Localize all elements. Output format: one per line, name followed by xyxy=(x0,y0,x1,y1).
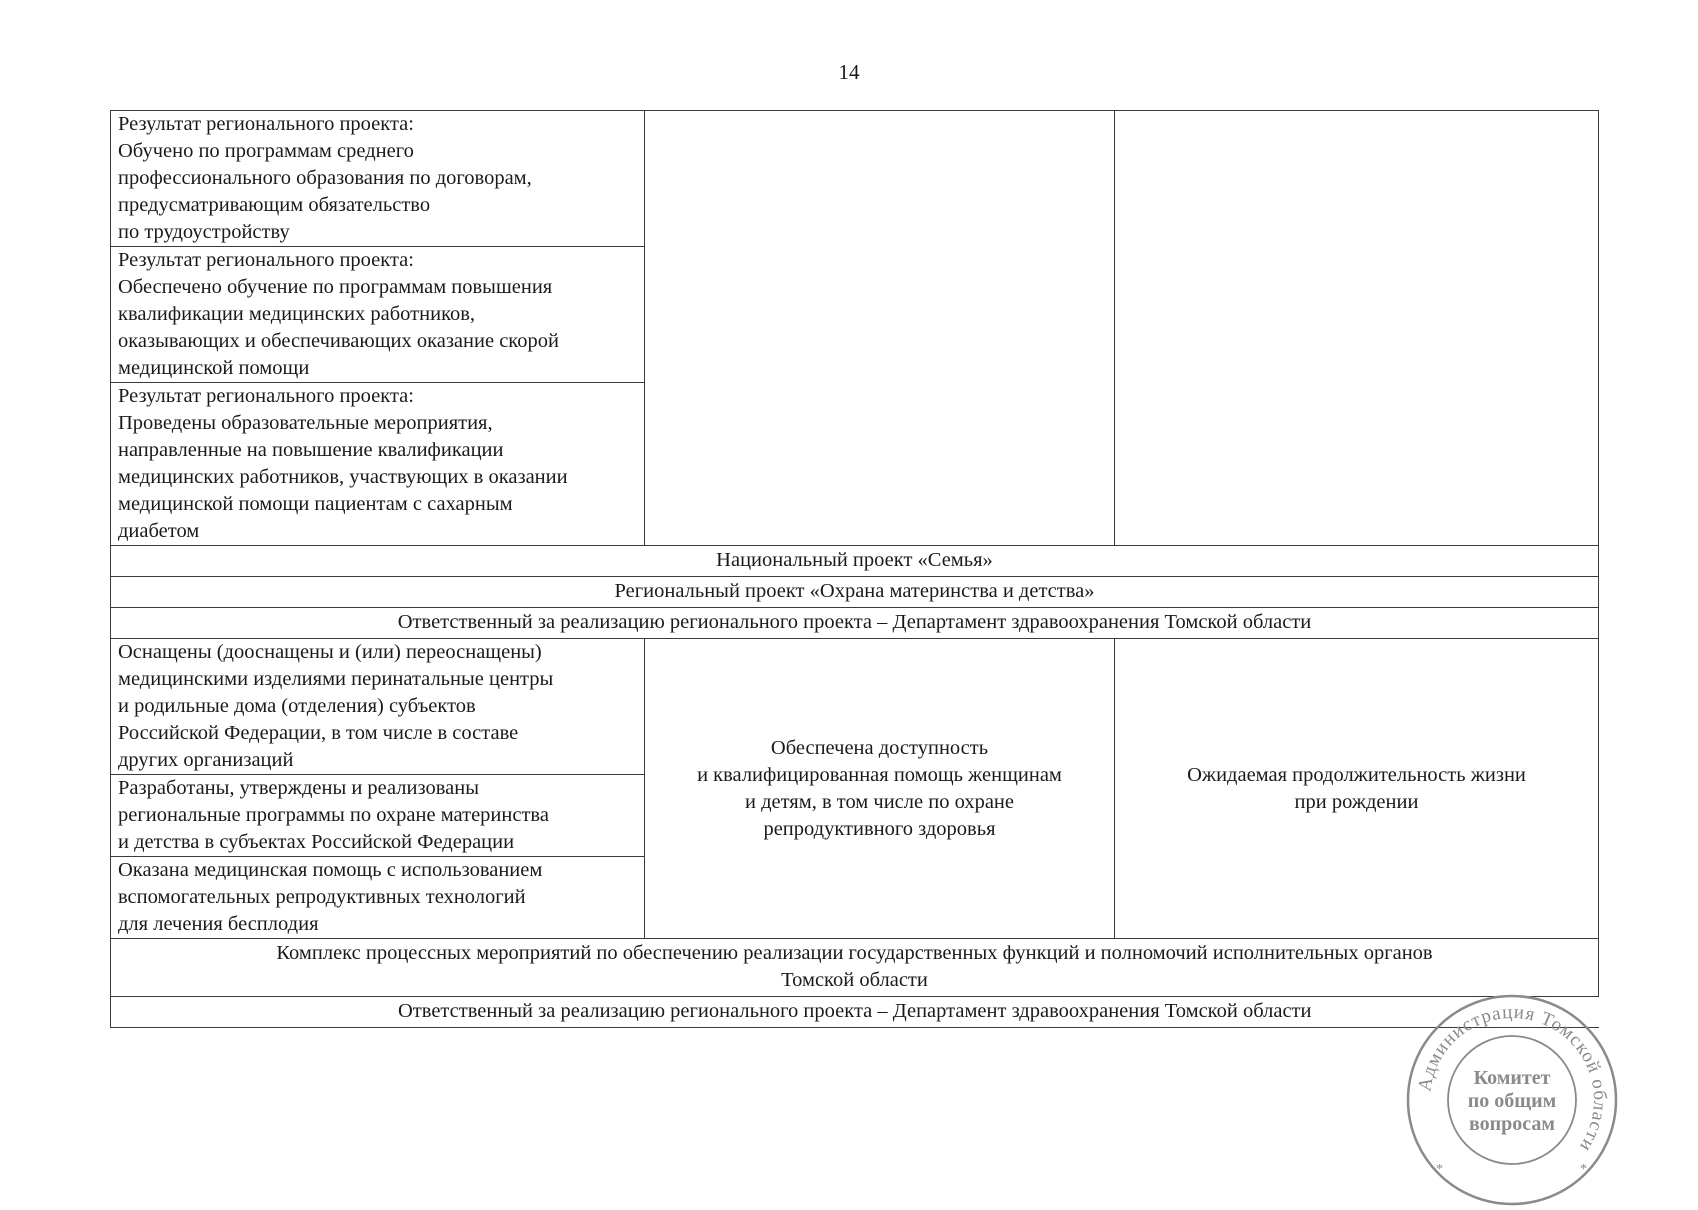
family-result-cell xyxy=(111,857,645,939)
result-line: Результат регионального проекта: xyxy=(118,113,414,135)
process-complex-title xyxy=(111,939,1599,997)
result-line: медицинской помощи xyxy=(118,357,310,379)
table-row xyxy=(111,608,1599,639)
result-line: Российской Федерации, в том числе в составе xyxy=(118,722,519,744)
regional-project-title: Региональный проект «Охрана материнства и детства» xyxy=(111,577,1599,608)
task-line: и детям, в том числе по охране xyxy=(744,790,1014,813)
result-line: медицинской помощи пациентам с сахарным xyxy=(118,493,513,515)
table-row xyxy=(111,997,1599,1028)
result-line: Оказана медицинская помощь с использованием xyxy=(118,859,543,881)
result-line: Результат регионального проекта: xyxy=(118,385,414,407)
document-table xyxy=(110,110,1599,1028)
result-line: диабетом xyxy=(118,520,200,542)
indicator-line: Ожидаемая продолжительность жизни xyxy=(1187,763,1526,786)
responsible-row: Ответственный за реализацию регионального проекта – Департамент здравоохранения Томской области xyxy=(111,608,1599,639)
result-line: Оснащены (дооснащены и (или) переоснащены) xyxy=(118,641,542,663)
result-line: и детства в субъектах Российской Федерации xyxy=(118,831,515,853)
result-line: вспомогательных репродуктивных технологий xyxy=(118,886,526,908)
result-line: квалификации медицинских работников, xyxy=(118,303,476,325)
responsible-row-2: Ответственный за реализацию регионального проекта – Департамент здравоохранения Томской области xyxy=(111,997,1599,1028)
table-row xyxy=(111,546,1599,577)
official-stamp xyxy=(1402,990,1622,1210)
empty-indicator-cell xyxy=(1115,111,1599,546)
page-number: 14 xyxy=(838,60,860,84)
result-line: предусматривающим обязательство xyxy=(118,194,431,216)
result-line: Обучено по программам среднего xyxy=(118,140,414,162)
result-line: оказывающих и обеспечивающих оказание скорой xyxy=(118,330,559,352)
table-row xyxy=(111,639,1599,775)
regional-result-cell xyxy=(111,383,645,546)
task-line: Обеспечена доступность xyxy=(770,736,989,759)
result-line: медицинскими изделиями перинатальные центры xyxy=(118,668,554,690)
stamp-center-line: вопросам xyxy=(1468,1113,1556,1135)
task-line: репродуктивного здоровья xyxy=(763,817,996,840)
national-project-title: Национальный проект «Семья» xyxy=(111,546,1599,577)
empty-task-cell xyxy=(645,111,1115,546)
regional-result-cell xyxy=(111,111,645,247)
process-complex-line: Томской области xyxy=(781,969,928,991)
result-line: Результат регионального проекта: xyxy=(118,249,414,271)
result-line: Разработаны, утверждены и реализованы xyxy=(118,777,479,799)
stamp-star-icon: * xyxy=(1580,1162,1587,1177)
stamp-star-icon: * xyxy=(1436,1162,1443,1177)
task-cell xyxy=(645,639,1115,939)
table-row xyxy=(111,111,1599,247)
result-line: направленные на повышение квалификации xyxy=(118,439,504,461)
result-line: Проведены образовательные мероприятия, xyxy=(118,412,493,434)
result-line: других организаций xyxy=(118,749,294,771)
result-line: по трудоустройству xyxy=(118,221,290,243)
result-line: медицинских работников, участвующих в оказании xyxy=(118,466,568,488)
table-row xyxy=(111,939,1599,997)
process-complex-line: Комплекс процессных мероприятий по обеспечению реализации государственных функций и полномочий исполнительных органов xyxy=(276,942,1433,964)
table-row xyxy=(111,577,1599,608)
task-line: и квалифицированная помощь женщинам xyxy=(697,763,1062,786)
result-line: Обеспечено обучение по программам повышения xyxy=(118,276,553,298)
regional-result-cell xyxy=(111,247,645,383)
result-line: региональные программы по охране материнства xyxy=(118,804,549,826)
result-line: профессионального образования по договорам, xyxy=(118,167,532,189)
result-line: и родильные дома (отделения) субъектов xyxy=(118,695,476,717)
indicator-line: при рождении xyxy=(1294,790,1419,813)
result-line: для лечения бесплодия xyxy=(118,913,319,935)
stamp-center-line: Комитет xyxy=(1473,1067,1551,1089)
indicator-cell xyxy=(1115,639,1599,939)
stamp-center-line: по общим xyxy=(1467,1090,1557,1112)
stamp-ring-text: Администрация Томской области xyxy=(1414,1001,1611,1156)
family-result-cell xyxy=(111,775,645,857)
family-result-cell xyxy=(111,639,645,775)
